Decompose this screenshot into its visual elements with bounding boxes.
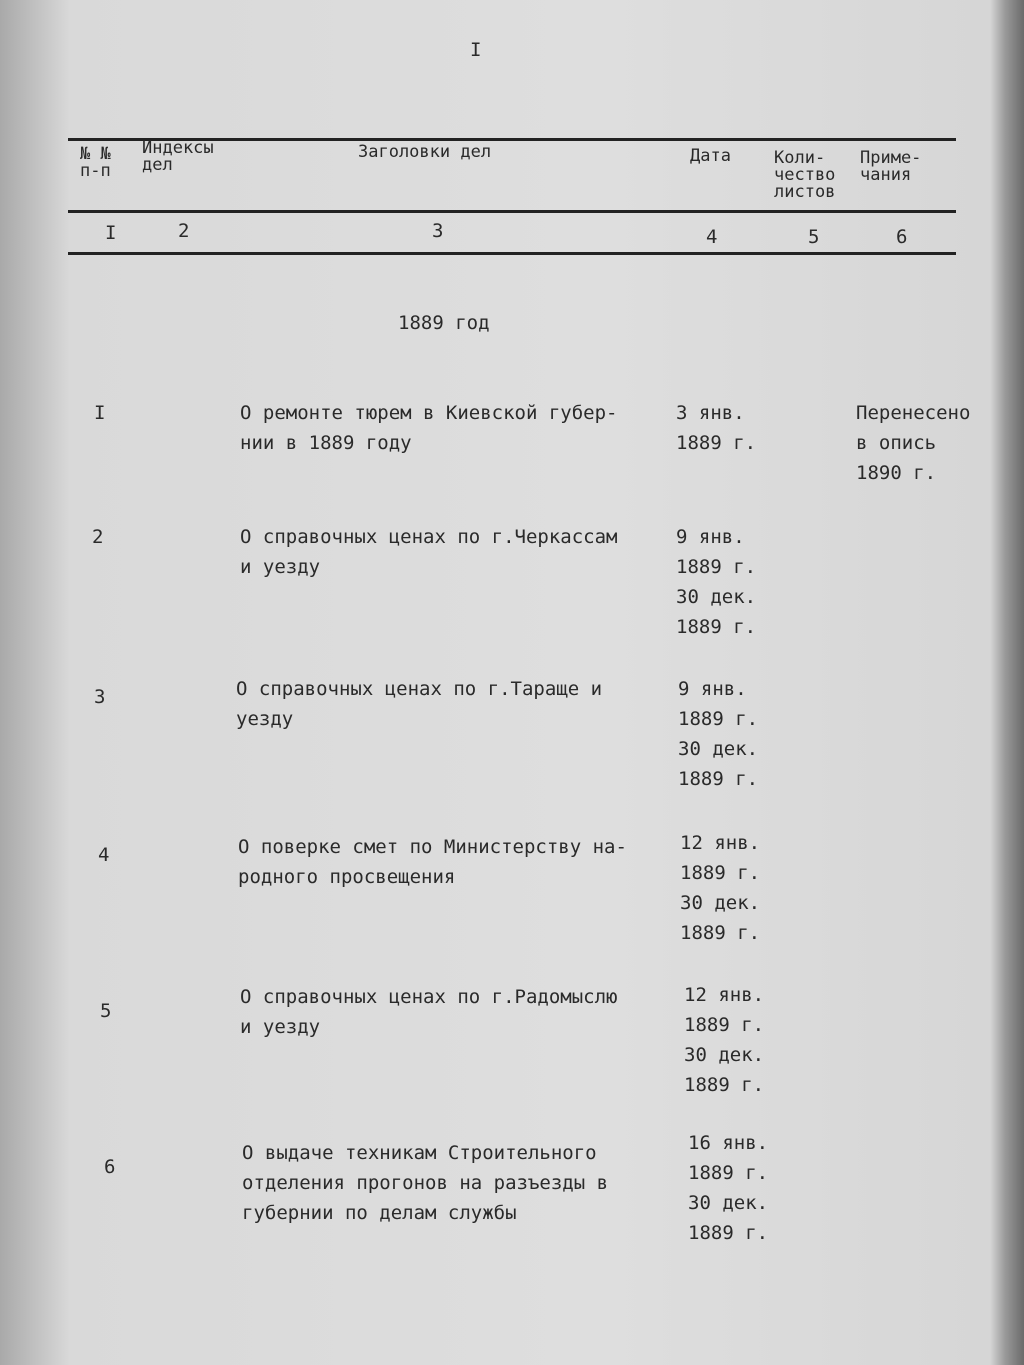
header-rule-bottom	[68, 252, 956, 255]
header-col-sheets: Коли- чество листов	[774, 148, 836, 202]
entry-title: О поверке смет по Министерству на- родного просвещения	[238, 836, 627, 888]
header-col-title: Заголовки дел	[358, 142, 492, 162]
entry-number: I	[94, 402, 106, 424]
entry-date: 12 янв. 1889 г. 30 дек. 1889 г.	[680, 832, 761, 944]
entry-title: О справочных ценах по г.Радомыслю и уезду	[240, 986, 618, 1038]
header-col-index: Индексы дел	[142, 138, 214, 175]
colnum-5: 5	[808, 226, 820, 248]
entry-title: О справочных ценах по г.Черкассам и уезду	[240, 526, 618, 578]
entry-title: О выдаче техникам Строительного отделения прогонов на разъезды в губернии по делам службы	[242, 1142, 609, 1224]
entry-number: 3	[94, 686, 106, 708]
entry-date: 9 янв. 1889 г. 30 дек. 1889 г.	[676, 526, 757, 638]
entry-date: 3 янв. 1889 г.	[676, 402, 757, 454]
colnum-2: 2	[178, 220, 190, 242]
entry-number: 2	[92, 526, 104, 548]
page-number: I	[470, 39, 482, 61]
entry-number: 5	[100, 1000, 112, 1022]
entry-number: 6	[104, 1156, 116, 1178]
header-col-date: Дата	[690, 146, 731, 166]
entry-date: 12 янв. 1889 г. 30 дек. 1889 г.	[684, 984, 765, 1096]
entry-note: Перенесено в опись 1890 г.	[856, 402, 971, 484]
entry-date: 9 янв. 1889 г. 30 дек. 1889 г.	[678, 678, 759, 790]
colnum-6: 6	[896, 226, 908, 248]
header-col-number: № № п-п	[80, 144, 111, 181]
year-heading: 1889 год	[398, 312, 490, 334]
colnum-3: 3	[432, 220, 444, 242]
colnum-4: 4	[706, 226, 718, 248]
entry-number: 4	[98, 844, 110, 866]
colnum-1: I	[105, 222, 117, 244]
entry-date: 16 янв. 1889 г. 30 дек. 1889 г.	[688, 1132, 769, 1244]
entry-title: О справочных ценах по г.Тараще и уезду	[236, 678, 603, 730]
header-col-notes: Приме- чания	[860, 148, 922, 185]
entry-title: О ремонте тюрем в Киевской губер- нии в 1889 году	[240, 402, 618, 454]
header-rule-mid	[68, 210, 956, 213]
